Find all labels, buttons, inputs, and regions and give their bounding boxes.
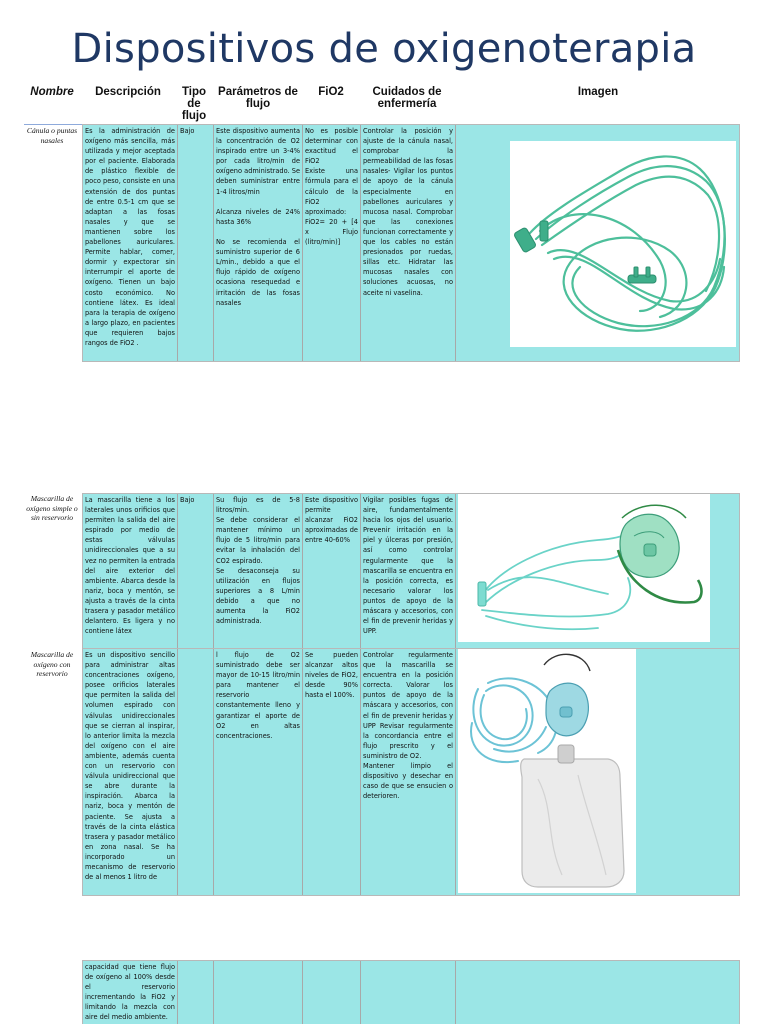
simple-mask-image xyxy=(458,494,710,642)
cell-tipo: Bajo xyxy=(177,125,213,361)
cell-cuidados: Controlar regularmente que la mascarilla se encuentra en la posición correcta. Valorar los puntos de apoyo de la máscara y accesorios, con el fin de prevenir heridas y UPP Revisar regularmente la concordancia entre el flujo prescrito y el suministro de O2. Mantener limpio el dispositivo y desechar en caso de que se ensucien o deterioren. xyxy=(360,649,455,895)
reservoir-mask-image xyxy=(458,649,636,893)
cell-imagen xyxy=(455,494,739,648)
cell-imagen xyxy=(455,125,739,361)
row-label-mascarilla-reservorio: Mascarilla de oxígeno con reservorio xyxy=(30,650,74,679)
cell-parametros: Este dispositivo aumenta la concentración de O2 inspirado entre un 3-4% por cada litro/min de oxígeno administrado. Se deben suministrar entre 1-4 litros/min Alcanza niveles de 24% hasta 36% No se recomienda el suministro superior de 6 L/min., debido a que el flujo rápido de oxígeno ocasiona resequedad e irritación de las fosas nasales xyxy=(213,125,302,361)
header-imagen: Imagen xyxy=(577,86,619,98)
cell-tipo: Bajo xyxy=(177,494,213,648)
header-tipo: Tipo de flujo xyxy=(181,86,207,122)
cell-imagen xyxy=(455,649,739,895)
cell-descripcion: Es un dispositivo sencillo para administrar altas concentraciones oxígeno, posee orificios laterales que permiten la salida del volumen espirado con válvulas unidireccionales que se cierran al inspirar, lo anterior limita la mezcla del oxígeno con el aire ambiente, además cuenta con un reservorio con válvula unidireccional que se abre durante la inspiración. Abarca la nariz, boca y mentón de paciente. Se ajusta a través de la cinta elástica trasera y pasador metálico en zona nasal. Se ha incorporado un mecanismo de reservorio de al menos 1 litro de xyxy=(85,651,175,882)
cell-tipo xyxy=(177,649,213,895)
nasal-cannula-image xyxy=(510,141,736,347)
table-row-mascarilla-simple xyxy=(82,493,740,649)
header-parametros: Parámetros de flujo xyxy=(218,86,298,110)
cell-descripcion: Es la administración de oxígeno más sencilla, más utilizada y mejor aceptada por el paciente. Elaborada de plástico flexible de poco peso, consiste en una extensión de dos puntas de entre 0.5-1 cm que se adaptan a las fosas nasales y que se mantienen sobre los pabellones auriculares. Permite hablar, comer, dormir y expectorar sin interrumpir el aporte de oxígeno. Tienen un bajo costo económico. No contiene látex. Es ideal para la terapia de oxígeno a largo plazo, en pacientes que requieren bajos rangos de FiO2 . xyxy=(85,127,175,347)
cell-parametros: l flujo de O2 suministrado debe ser mayor de 10-15 litro/min para mantener el reservorio constantemente lleno y garantizar el aporte de O2 en altas concentraciones. xyxy=(213,649,302,895)
table-row-continuation xyxy=(82,960,740,1024)
cell-imagen-continuation xyxy=(455,961,739,1024)
cell-descripcion-continuation: capacidad que tiene flujo de oxígeno al 100% desde el reservorio incrementando la FiO2 y limitando la mezcla con aire del medio ambiente. xyxy=(85,963,175,1022)
cell-fio2: Se pueden alcanzar altos niveles de FiO2, desde 90% hasta el 100%. xyxy=(302,649,360,895)
cell-tipo-continuation xyxy=(177,961,213,1024)
row-label-mascarilla-simple: Mascarilla de oxígeno simple o sin reservorio xyxy=(26,494,78,523)
header-fio2: FiO2 xyxy=(318,86,344,98)
header-cuidados: Cuidados de enfermería xyxy=(372,86,442,110)
cell-fio2-continuation xyxy=(302,961,360,1024)
cell-cuidados-continuation xyxy=(360,961,455,1024)
page-title: Dispositivos de oxigenoterapia xyxy=(71,26,697,72)
row-label-canula: Cánula o puntas nasales xyxy=(26,126,78,145)
header-descripcion: Descripción xyxy=(95,86,161,98)
table-row-canula xyxy=(82,124,740,362)
header-divider xyxy=(24,124,84,125)
table-row-mascarilla-reservorio xyxy=(82,648,740,896)
cell-fio2: Este dispositivo permite alcanzar FiO2 aproximadas de entre 40-60% xyxy=(302,494,360,648)
cell-parametros-continuation xyxy=(213,961,302,1024)
header-nombre: Nombre xyxy=(30,86,74,98)
cell-parametros: Su flujo es de 5-8 litros/min. Se debe considerar el mantener mínimo un flujo de 5 litro/min para evitar la inhalación del CO2 espirado. Se desaconseja su utilización en flujos superiores a 8 L/min debido a que no aumenta la FiO2 administrada. xyxy=(213,494,302,648)
cell-cuidados: Vigilar posibles fugas de aire, fundamentalmente hacia los ojos del usuario. Prevenir irritación en la piel y úlceras por presión, así como controlar regularmente que la mascarilla se encuentra en la posición correcta, es necesario valorar los puntos de apoyo de la máscara y accesorios, con el fin de prevenir heridas y UPP. xyxy=(360,494,455,648)
cell-fio2: No es posible determinar con exactitud el FiO2 Existe una fórmula para el cálculo de la FiO2 aproximado: FiO2= 20 + [4 x Flujo (litro/min)] xyxy=(302,125,360,361)
cell-cuidados: Controlar la posición y ajuste de la cánula nasal, comprobar la permeabilidad de las fosas nasales- Vigilar los puntos de apoyo de la cánula especialmente en pabellones auriculares y mucosa nasal. Comprobar que las conexiones funcionan correctamente y que los cables no están presionados por ruedas, sillas etc. Hidratar las mucosas nasales con soluciones acuosas, no aceite ni vaselina. xyxy=(360,125,455,361)
cell-descripcion: La mascarilla tiene a los laterales unos orificios que permiten la salida del aire espirado por medio de estas válvulas unidireccionales que a su vez no permiten la entrada del aire exterior del ambiente. Abarca desde la nariz, boca y mentón, se ajusta a través de la cinta trasera y pasador metálico delantero. Es ligera y no contiene látex xyxy=(85,496,175,636)
